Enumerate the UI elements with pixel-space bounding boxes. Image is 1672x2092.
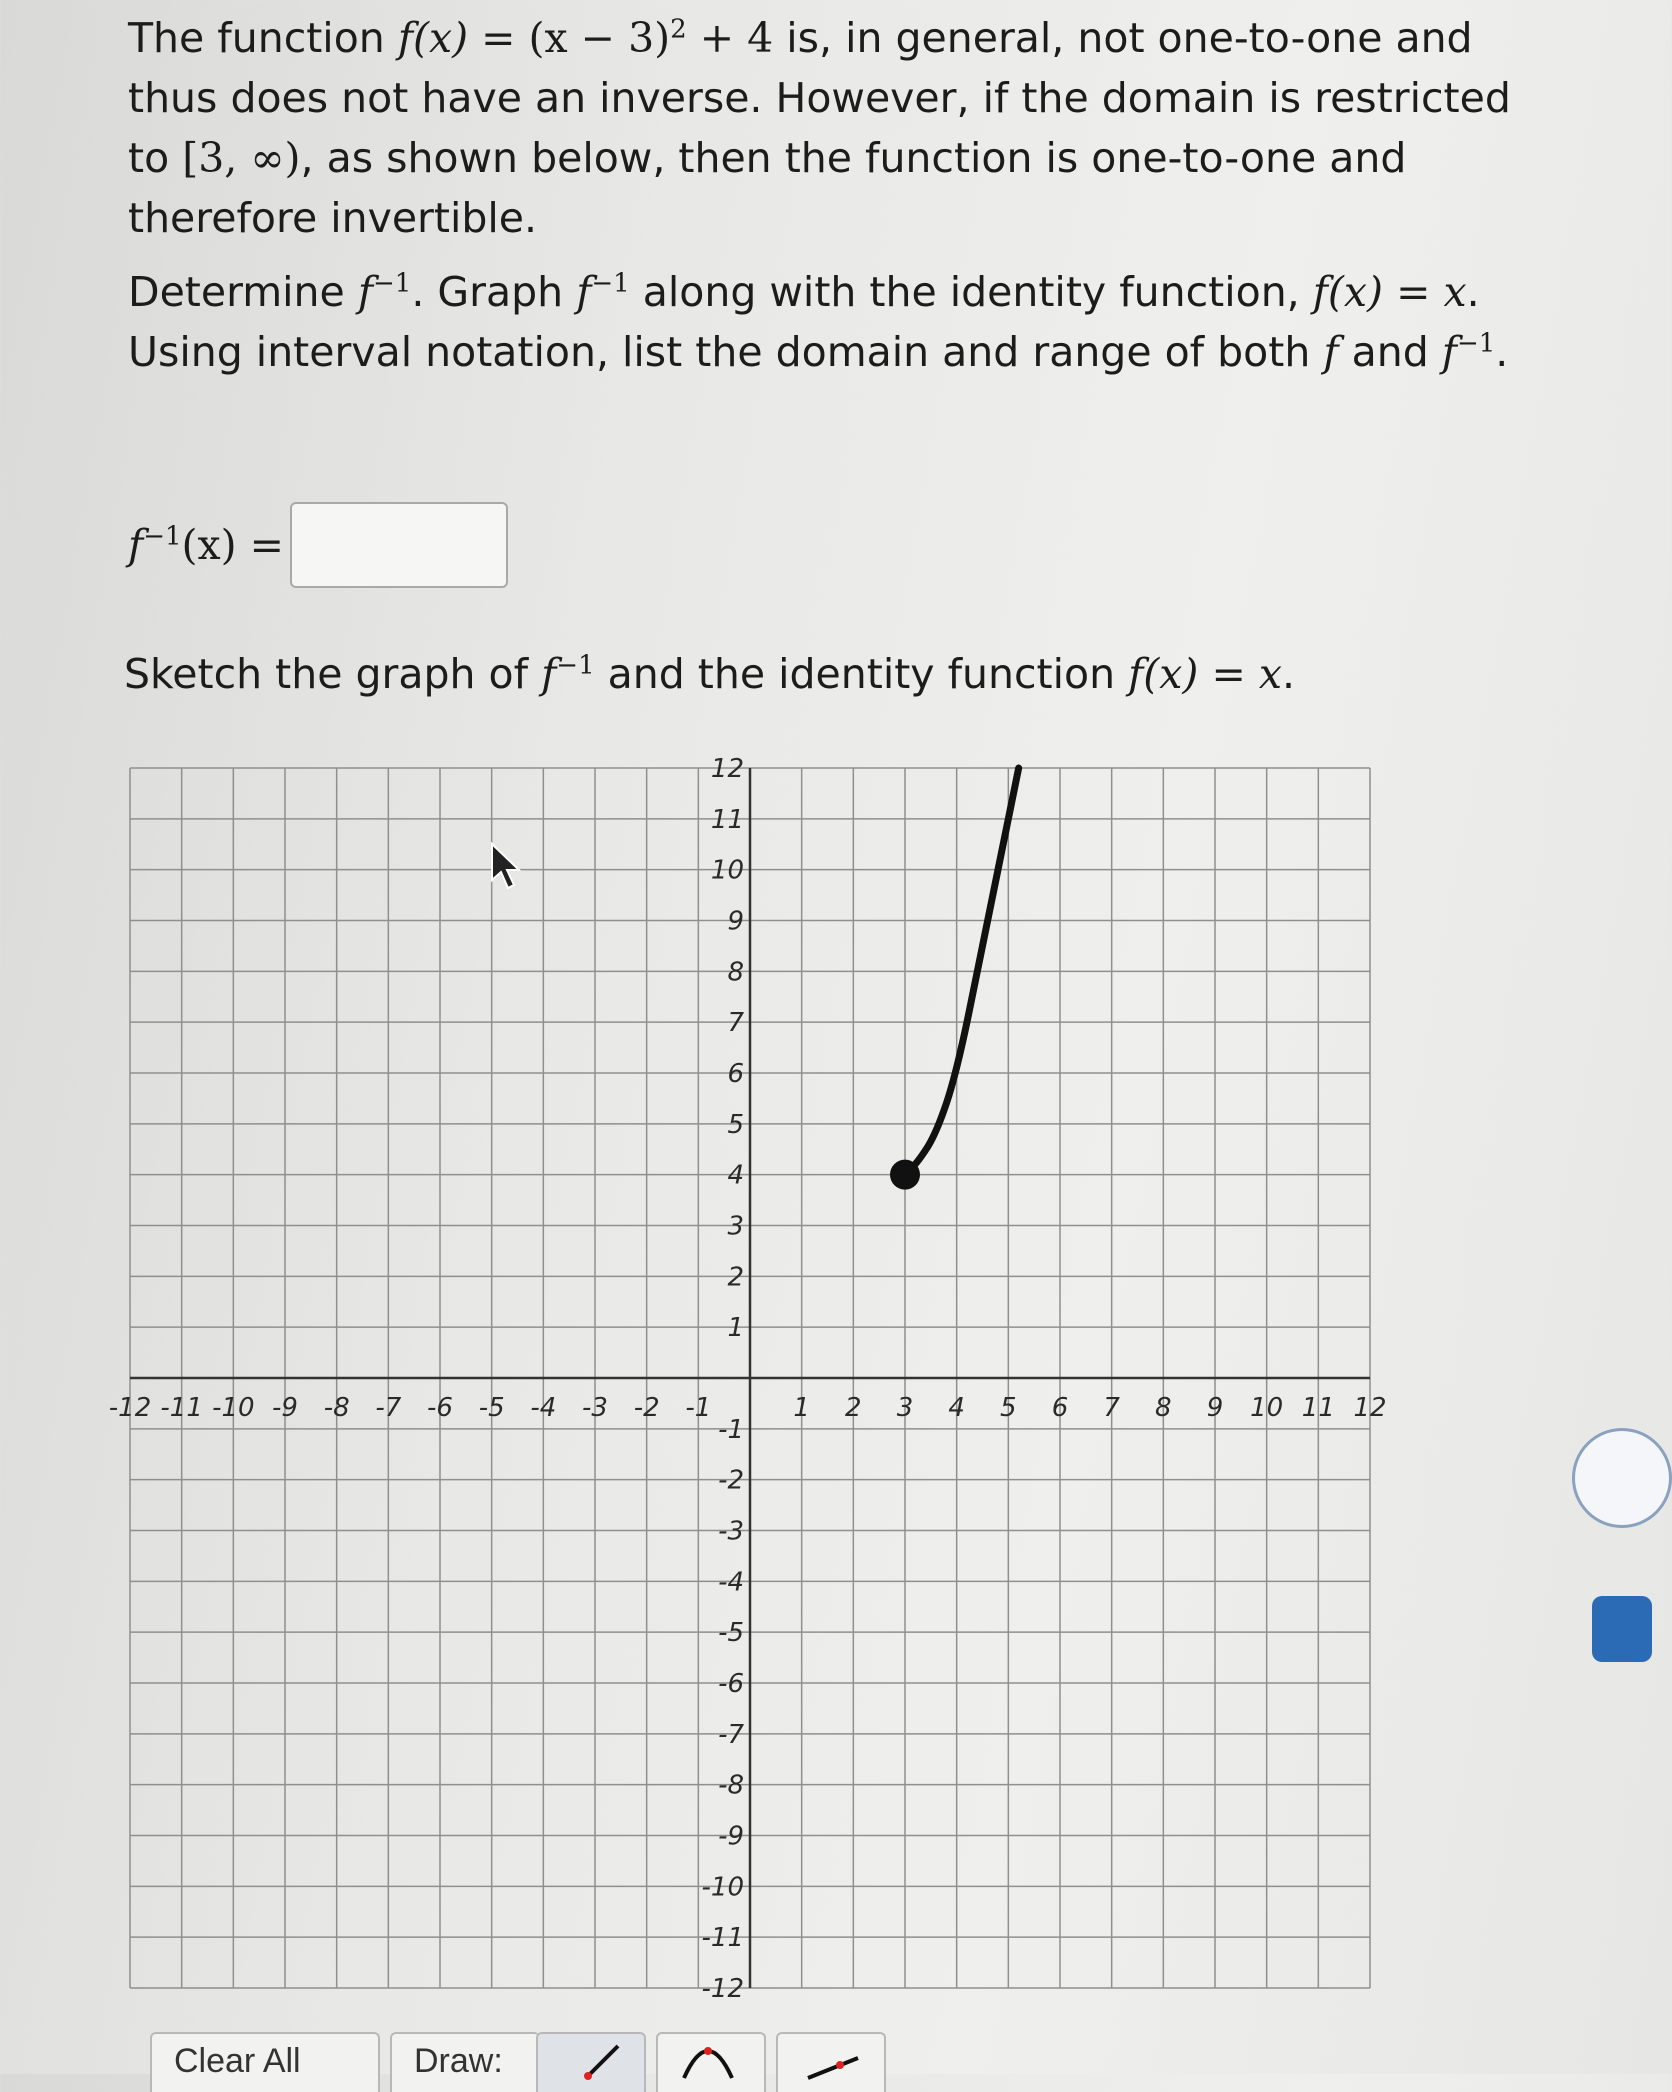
y-tick-label: -7	[718, 1719, 744, 1750]
x-tick-label: -10	[212, 1393, 255, 1423]
mouse-cursor-icon	[492, 844, 519, 888]
x-tick-label: 8	[1155, 1393, 1172, 1423]
x-tick-label: -11	[160, 1393, 203, 1423]
parabola-tool-button[interactable]	[656, 2032, 766, 2092]
x-tick-label: -2	[633, 1393, 660, 1423]
problem-statement: The function $f(x) = (x - 3)^2 + 4$ is, in general, not one-to-one and thus does not have an inverse. However, if the domain is restricted to [3, ∞), as shown below, then the function is one-to-one and therefore invertible.	[128, 14, 1511, 242]
x-tick-label: -5	[478, 1393, 505, 1423]
sketch-prompt: Sketch the graph of $f^{-1}$ and the identity function f(x) = x.	[124, 650, 1296, 698]
instructions: Determine $f^{-1}$. Graph $f^{-1}$ along with the identity function, f(x) = x. Using interval notation, list the domain and range of both f and $f^{-1}$.	[128, 268, 1509, 376]
parabola-tool-icon	[658, 2034, 764, 2080]
x-tick-label: 5	[1000, 1393, 1017, 1423]
y-tick-label: 1	[727, 1313, 744, 1344]
ray-tool-button[interactable]	[776, 2032, 886, 2092]
y-tick-label: -9	[718, 1821, 744, 1852]
curve-endpoint[interactable]	[890, 1160, 920, 1190]
x-tick-label: -1	[685, 1393, 712, 1423]
y-tick-label: 4	[727, 1160, 744, 1191]
y-tick-label: -6	[718, 1669, 744, 1699]
y-tick-label: 10	[710, 855, 744, 886]
draw-label: Draw:	[390, 2032, 540, 2092]
y-tick-label: -8	[718, 1770, 744, 1801]
x-tick-label: -7	[375, 1393, 402, 1423]
y-tick-label: -10	[701, 1872, 744, 1903]
x-tick-label: 7	[1103, 1393, 1120, 1423]
y-tick-label: 3	[727, 1211, 744, 1242]
y-tick-label: -12	[701, 1974, 744, 2004]
y-tick-label: -1	[718, 1414, 744, 1445]
x-tick-label: -4	[530, 1393, 557, 1423]
x-tick-label: -9	[272, 1393, 298, 1423]
x-tick-label: -3	[582, 1393, 608, 1423]
graph-canvas[interactable]	[108, 748, 1390, 2008]
axes	[130, 768, 1370, 1988]
answer-row	[128, 500, 508, 590]
inverse-curve-layer[interactable]	[890, 768, 1019, 1190]
x-tick-label: 2	[845, 1393, 862, 1423]
x-tick-label: 11	[1301, 1393, 1335, 1423]
y-tick-label: 8	[727, 957, 744, 988]
x-tick-label: -12	[108, 1393, 152, 1423]
clear-all-button[interactable]: Clear All	[150, 2032, 380, 2092]
y-tick-label: 6	[727, 1059, 744, 1089]
x-tick-label: 10	[1250, 1393, 1284, 1423]
y-tick-label: 11	[710, 804, 744, 835]
y-tick-label: -2	[718, 1465, 744, 1496]
y-tick-label: 2	[727, 1262, 744, 1293]
answer-label: $f^{-1}(x)$ =	[128, 521, 285, 569]
y-tick-label: 7	[727, 1008, 744, 1039]
y-tick-label: 9	[727, 906, 744, 937]
y-tick-label: -11	[701, 1923, 744, 1954]
y-tick-label: -4	[718, 1567, 744, 1598]
y-tick-label: 5	[727, 1109, 744, 1140]
x-tick-label: 1	[793, 1393, 810, 1423]
x-tick-label: 12	[1353, 1393, 1387, 1423]
x-tick-label: 4	[948, 1393, 965, 1423]
x-axis-ticks	[109, 1393, 1387, 1423]
graph-toolbar	[150, 2018, 910, 2080]
x-tick-label: -8	[323, 1393, 350, 1423]
x-tick-label: 6	[1051, 1393, 1069, 1423]
y-tick-label: -5	[718, 1618, 744, 1649]
ray-tool-icon	[778, 2034, 884, 2080]
x-tick-label: -6	[427, 1393, 453, 1423]
y-tick-label: -3	[718, 1516, 744, 1547]
x-tick-label: 3	[896, 1393, 914, 1423]
line-tool-button[interactable]	[536, 2032, 646, 2092]
y-tick-label: 12	[710, 754, 744, 784]
line-tool-icon	[538, 2034, 644, 2080]
side-tool-button[interactable]	[1572, 1428, 1672, 1528]
side-action-button[interactable]	[1592, 1596, 1652, 1662]
inverse-answer-input[interactable]	[290, 502, 508, 588]
x-tick-label: 9	[1206, 1393, 1224, 1423]
